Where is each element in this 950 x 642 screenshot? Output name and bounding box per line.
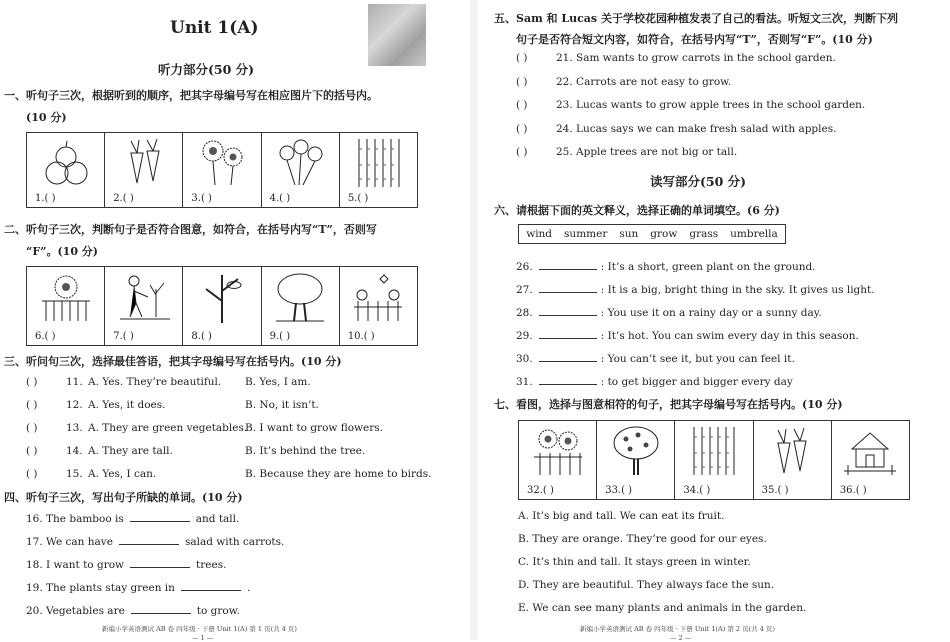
bamboo-icon (351, 137, 405, 187)
option-a[interactable]: A. Yes, it does. (88, 399, 166, 411)
farm-house-icon (842, 425, 898, 477)
definition-item (516, 351, 795, 365)
section-1-points: (10 分) (26, 111, 67, 124)
answer-blank[interactable] (131, 603, 191, 614)
answer-blank[interactable] (539, 282, 597, 293)
word-bank-word: summer (564, 228, 608, 240)
section-1-heading: 一、听句子三次，根据听到的顺序，把其字母编号写在相应图片下的括号内。 (4, 89, 378, 102)
sentence-end: . (246, 582, 251, 594)
statement: 25. Apple trees are not big or tall. (556, 146, 738, 158)
picture-label: 35.( ) (761, 485, 789, 496)
definition-text: : You use it on a rainy day or a sunny day. (600, 307, 822, 319)
option-b[interactable]: B. I want to grow flowers. (245, 422, 383, 434)
garden-fence-icon (350, 271, 406, 323)
word-bank-word: sun (619, 228, 639, 240)
answer-bracket[interactable]: ( ) (26, 399, 38, 411)
picture-cell (105, 267, 183, 345)
word-bank-word: grass (689, 228, 719, 240)
answer-bracket[interactable]: ( ) (26, 445, 38, 457)
picture-cell (675, 421, 753, 499)
picture-label: 9.( ) (269, 331, 291, 342)
picture-label: 36.( ) (839, 485, 867, 496)
match-option: E. We can see many plants and animals in the garden. (518, 602, 807, 614)
page-number-right: — 2 — (670, 634, 692, 642)
carrots-icon (764, 425, 820, 477)
picture-label: 1.( ) (35, 193, 56, 204)
section-4-heading: 四、听句子三次，写出句子所缺的单词。(10 分) (4, 491, 243, 504)
picture-cell (105, 133, 183, 207)
sentence-start: 20. Vegetables are (26, 605, 125, 617)
fill-blank-item (26, 511, 239, 525)
answer-blank[interactable] (181, 580, 241, 591)
answer-blank[interactable] (130, 511, 190, 522)
section-2-pictures (26, 266, 418, 346)
question-number: 15. (66, 468, 83, 480)
section-2-heading: 二、听句子三次，判断句子是否符合图意，如符合，在括号内写“T”，否则写 (4, 223, 377, 236)
definition-text: : It is a big, bright thing in the sky. It gives us light. (600, 284, 875, 296)
answer-blank[interactable] (130, 557, 190, 568)
sentence-end: and tall. (195, 513, 240, 525)
definition-item (516, 374, 793, 388)
sentence-end: salad with carrots. (184, 536, 285, 548)
statement: 21. Sam wants to grow carrots in the school garden. (556, 52, 836, 64)
answer-bracket[interactable]: ( ) (26, 422, 38, 434)
blurred-qr-code (368, 4, 426, 66)
statement: 22. Carrots are not easy to grow. (556, 75, 732, 88)
answer-bracket[interactable]: ( ) (516, 75, 528, 88)
answer-blank[interactable] (539, 259, 597, 270)
unit-title: Unit 1(A) (170, 18, 259, 38)
picture-label: 34.( ) (683, 485, 711, 496)
sunflowers-icon (530, 425, 586, 477)
sentence-end: trees. (196, 559, 227, 571)
picture-cell (597, 421, 675, 499)
picture-label: 33.( ) (605, 485, 633, 496)
picture-cell (340, 267, 417, 345)
word-bank (518, 224, 786, 244)
definition-text: : It’s hot. You can swim every day in this season. (600, 330, 859, 342)
answer-bracket[interactable]: ( ) (516, 52, 528, 64)
definition-item (516, 305, 822, 319)
answer-blank[interactable] (539, 351, 597, 362)
sunflowers-icon (195, 137, 249, 187)
word-bank-word: grow (650, 228, 678, 240)
fill-blank-item (26, 557, 226, 571)
section-7-heading: 七、看图，选择与图意相符的句子，把其字母编号写在括号内。(10 分) (494, 398, 843, 411)
definition-item (516, 282, 875, 296)
answer-blank[interactable] (539, 374, 597, 385)
carrots-icon (117, 137, 171, 187)
picture-cell (832, 421, 909, 499)
page-left (0, 0, 470, 640)
definition-text: : You can’t see it, but you can feel it. (600, 353, 795, 365)
option-b[interactable]: B. Because they are home to birds. (245, 468, 432, 480)
sentence-start: 17. We can have (26, 536, 113, 548)
sentence-end: to grow. (196, 605, 240, 617)
sunflower-garden-icon (38, 271, 94, 323)
fill-blank-item (26, 534, 284, 548)
apple-tree-icon (608, 425, 664, 477)
picture-cell (183, 133, 261, 207)
picture-label: 2.( ) (113, 193, 134, 204)
picture-cell (754, 421, 832, 499)
sentence-start: 16. The bamboo is (26, 513, 124, 525)
section-5-heading: 五、Sam 和 Lucas 关于学校花园种植发表了自己的看法。听短文三次，判断下列 (494, 12, 898, 25)
fill-blank-item (26, 580, 250, 594)
match-option: C. It’s thin and tall. It stays green in winter. (518, 556, 751, 568)
question-number: 11. (66, 376, 83, 388)
section-1-pictures (26, 132, 418, 208)
fill-blank-item (26, 603, 240, 617)
option-a[interactable]: A. They are tall. (88, 445, 173, 457)
picture-cell (27, 133, 105, 207)
option-a[interactable]: A. Yes. They’re beautiful. (88, 376, 222, 388)
bird-nest-icon (194, 271, 250, 323)
answer-bracket[interactable]: ( ) (516, 146, 528, 158)
definition-item (516, 259, 816, 273)
page-number-left: — 1 — (192, 634, 214, 642)
answer-bracket[interactable]: ( ) (516, 99, 528, 111)
picture-label: 5.( ) (347, 193, 369, 204)
page-fold (470, 0, 478, 640)
section-2-points: “F”。(10 分) (26, 245, 99, 258)
section-6-heading: 六、请根据下面的英文释义，选择正确的单词填空。(6 分) (494, 204, 780, 217)
section-5-heading-2: 句子是否符合短文内容，如符合，在括号内写“T”，否则写“F”。(10 分) (516, 33, 873, 46)
question-number: 28. (516, 307, 533, 319)
sentence-start: 18. I want to grow (26, 559, 125, 571)
picture-cell (27, 267, 105, 345)
question-number: 13. (66, 422, 83, 434)
picture-label: 8.( ) (191, 331, 212, 342)
option-a[interactable]: A. Yes, I can. (88, 468, 157, 480)
question-number: 29. (516, 330, 533, 342)
word-bank-word: umbrella (730, 228, 778, 240)
question-number: 12. (66, 399, 83, 411)
question-number: 26. (516, 261, 533, 273)
sentence-start: 19. The plants stay green in (26, 582, 175, 594)
answer-blank[interactable] (539, 305, 597, 316)
match-option: A. It’s big and tall. We can eat its fruit. (518, 510, 725, 522)
definition-text: : It’s a short, green plant on the ground. (600, 261, 816, 273)
definition-item (516, 328, 859, 342)
question-number: 30. (516, 353, 533, 365)
option-a[interactable]: A. They are green vegetables. (88, 422, 248, 434)
apples-icon (39, 137, 93, 187)
answer-bracket[interactable]: ( ) (516, 122, 528, 135)
flowers-icon (273, 137, 327, 187)
big-tree-icon (272, 271, 328, 323)
reading-heading: 读写部分(50 分) (650, 174, 747, 189)
question-number: 31. (516, 376, 533, 388)
option-b[interactable]: B. It’s behind the tree. (245, 445, 366, 457)
answer-bracket[interactable]: ( ) (26, 376, 38, 388)
statement: 24. Lucas says we can make fresh salad with apples. (556, 122, 837, 135)
picture-label: 4.( ) (269, 193, 291, 204)
question-number: 27. (516, 284, 533, 296)
match-option: B. They are orange. They’re good for our eyes. (518, 533, 767, 545)
option-b[interactable]: B. No, it isn’t. (245, 399, 319, 411)
picture-cell (519, 421, 597, 499)
page-right (478, 0, 950, 640)
answer-bracket[interactable]: ( ) (26, 468, 38, 480)
statement: 23. Lucas wants to grow apple trees in the school garden. (556, 99, 866, 111)
picture-cell (183, 267, 261, 345)
picture-label: 10.( ) (347, 331, 375, 342)
picture-label: 7.( ) (113, 331, 134, 342)
picture-label: 3.( ) (191, 193, 212, 204)
picture-cell (262, 133, 340, 207)
picture-cell (340, 133, 417, 207)
listening-heading: 听力部分(50 分) (158, 62, 255, 77)
word-bank-word: wind (526, 228, 553, 240)
match-option: D. They are beautiful. They always face the sun. (518, 579, 775, 591)
definition-text: : to get bigger and bigger every day (600, 376, 793, 388)
picture-label: 6.( ) (35, 331, 56, 342)
footer-right: 新编小学英语测试 AB 卷 四年级 · 下册 Unit 1(A) 第 2 页(共 4 页) (580, 625, 775, 633)
picture-cell (262, 267, 340, 345)
option-b[interactable]: B. Yes, I am. (245, 376, 311, 388)
answer-blank[interactable] (539, 328, 597, 339)
picture-label: 32.( ) (527, 485, 554, 496)
section-7-pictures (518, 420, 910, 500)
answer-blank[interactable] (119, 534, 179, 545)
footer-left: 新编小学英语测试 AB 卷 四年级 · 下册 Unit 1(A) 第 1 页(共 4 页) (102, 625, 297, 633)
section-3-heading: 三、听问句三次，选择最佳答语，把其字母编号写在括号内。(10 分) (4, 355, 342, 368)
bamboo-icon (686, 425, 742, 477)
question-number: 14. (66, 445, 83, 457)
planting-tree-icon (116, 271, 172, 323)
